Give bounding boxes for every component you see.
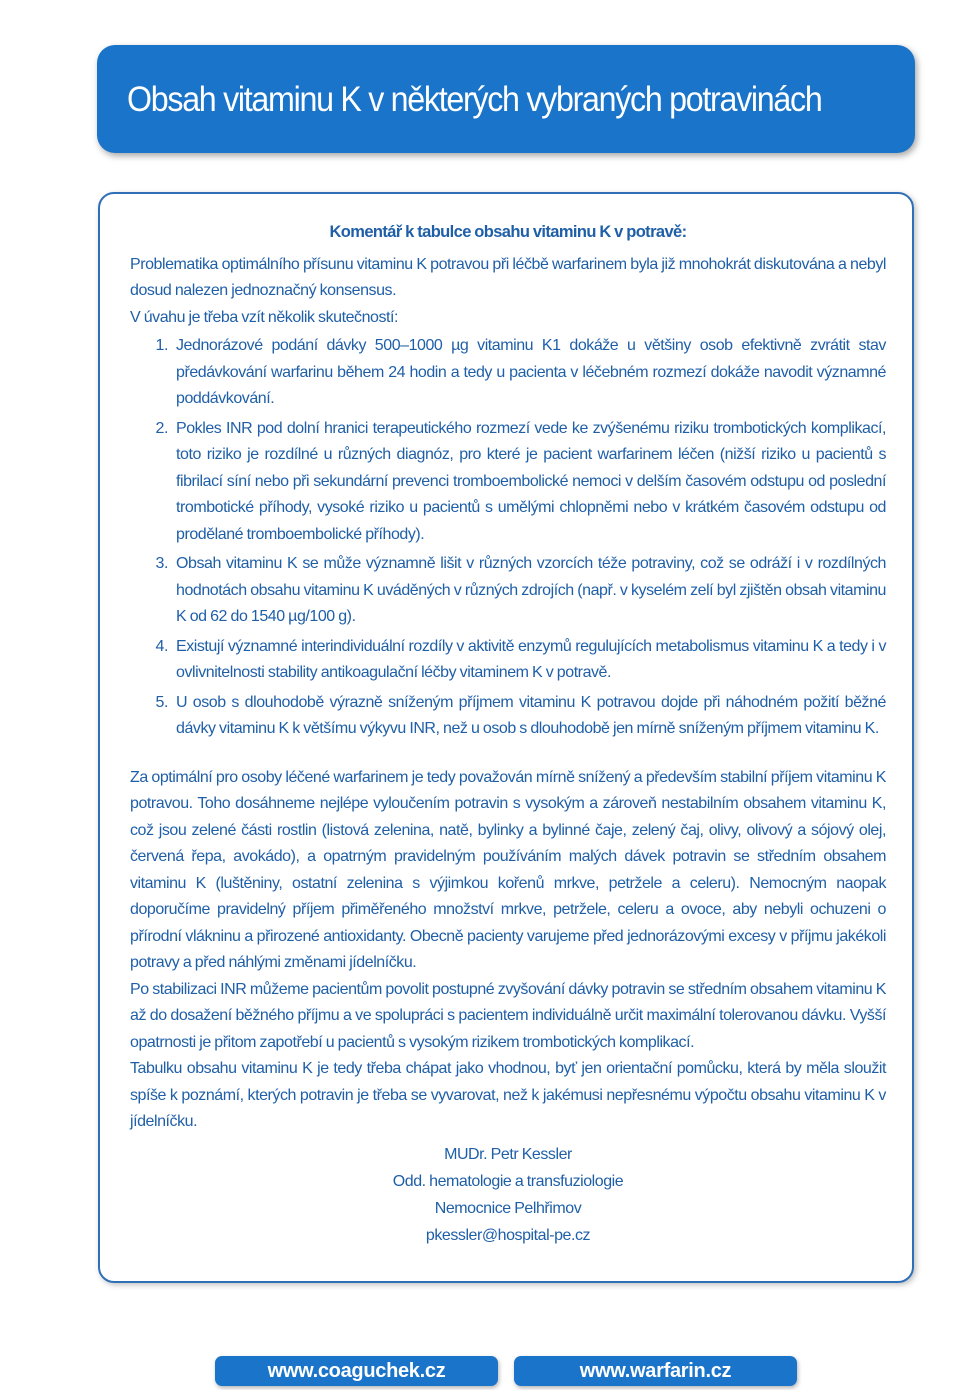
list-item-text: Obsah vitaminu K se může významně lišit v různých vzorcích téže potraviny, což se odráží i v rozdílných hodnotách obsahu vitaminu K uváděných v různých zdrojích (např. v kyselém zelí byl zjištěn obsah vitaminu K od 62 do 1540 µg/100 g). <box>176 555 886 625</box>
author-email[interactable]: pkessler@hospital-pe.cz <box>425 1226 591 1244</box>
list-item-number: 4. <box>155 637 168 655</box>
list-item-number: 2. <box>155 419 168 437</box>
coaguchek-link[interactable]: www.coaguchek.cz <box>215 1356 498 1386</box>
page-title: Obsah vitaminu K v některých vybraných potravinách <box>127 79 822 119</box>
list-item-text: Existují významné interindividuální rozdíly v aktivitě enzymů regulujících metabolismus vitaminu K a tedy i v ovlivnitelnosti stability antikoagulační léčby vitaminem K v potravě. <box>176 637 886 681</box>
intro-paragraph: Problematika optimálního přísunu vitaminu K potravou při léčbě warfarinem byla již mnohokrát diskutována a nebyl dosud nalezen jednoznačný konsensus. <box>130 255 886 299</box>
list-item-number: 5. <box>155 693 168 711</box>
comment-box <box>98 192 914 1283</box>
list-item-number: 1. <box>155 337 168 354</box>
conclusion <box>130 765 886 1136</box>
author-department: Odd. hematologie a transfuziologie <box>392 1172 624 1190</box>
signature <box>130 1141 886 1249</box>
intro-lead: V úvahu je třeba vzít několik skutečností: <box>130 308 399 326</box>
list-item-number: 3. <box>155 555 168 572</box>
author-name: MUDr. Petr Kessler <box>444 1145 572 1163</box>
list-item <box>130 551 886 631</box>
list-item-text: Jednorázové podání dávky 500–1000 µg vitaminu K1 dokáže u většiny osob efektivně zvrátit stav předávkování warfarinu během 24 hodin a tedy u pacienta v léčebném rozmezí dokáže navodit významné poddávkování. <box>176 337 886 407</box>
conclusion-paragraph: Tabulku obsahu vitaminu K je tedy třeba chápat jako vhodnou, byť jen orientační pomůcku, která by měla sloužit spíše k poznámí, kterých potravin je třeba se vyvarovat, než k jakémusi nepřesnému výpočtu obsahu vitaminu K v jídelníčku. <box>130 1060 886 1130</box>
list-item-text: U osob s dlouhodobě výrazně sníženým příjmem vitaminu K potravou dojde při náhodném požití běžné dávky vitaminu K k většímu výkyvu INR, než u osob s dlouhodobě jen mírně sníženým příjmem vitaminu K. <box>176 693 886 737</box>
conclusion-paragraph: Za optimální pro osoby léčené warfarinem je tedy považován mírně snížený a především stabilní příjem vitaminu K potravou. Toho dosáhneme nejlépe vyloučením potravin s vysokým a zároveň nestabilním obsahem vitaminu K, což jsou zelené části rostlin (listová zelenina, natě, bylinky a bylinné čaje, zelený čaj, olivy, olivový a sójový olej, červená řepa, avokádo), a opatrným pravidelným používáním malých dávek potravin se středním obsahem vitaminu K (luštěniny, ostatní zelenina s výjimkou kořenů mrkve, petržele a celeru). Nemocným naopak doporučíme pravidelný příjem přiměřeného množství mrkve, petržele, celeru a ovoce, aby nebyli ochuzeni o přírodní vlákninu a přirozené antioxidanty. Obecně pacienty varujeme před jednorázovými excesy v příjmu jakékoli potravy a před náhlými změnami jídelníčku. <box>130 768 886 971</box>
comment-heading: Komentář k tabulce obsahu vitaminu K v potravě: <box>329 223 687 241</box>
list-item-text: Pokles INR pod dolní hranici terapeutického rozmezí vede ke zvýšenému riziku trombotických komplikací, toto riziko je rozdílné u různých diagnóz, pro které je pacient warfarinem léčen (nižší riziko u pacientů s fibrilací síní nebo při sekundární prevenci tromboembolické nemoci v delším časovém odstupu od poslední trombotické příhody, vysoké riziko u pacientů s umělými chlopněmi nebo v krátkém časovém odstupu od prodělané tromboembolické příhody). <box>176 419 886 543</box>
author-hospital: Nemocnice Pelhřimov <box>434 1199 582 1217</box>
list-item <box>130 690 886 743</box>
conclusion-paragraph: Po stabilizaci INR můžeme pacientům povolit postupné zvyšování dávky potravin se středním obsahem vitaminu K až do dosažení běžného příjmu a ve spolupráci s pacientem individuálně určit maximální tolerovanou dávku. Vyšší opatrnosti je přitom zapotřebí u pacientů s vysokým rizikem trombotických komplikací. <box>130 980 886 1051</box>
facts-list <box>130 333 886 743</box>
comment-intro <box>130 252 886 332</box>
list-item <box>130 634 886 687</box>
list-item <box>130 416 886 549</box>
warfarin-link[interactable]: www.warfarin.cz <box>514 1356 797 1386</box>
list-item <box>130 333 886 413</box>
title-banner <box>97 45 915 153</box>
